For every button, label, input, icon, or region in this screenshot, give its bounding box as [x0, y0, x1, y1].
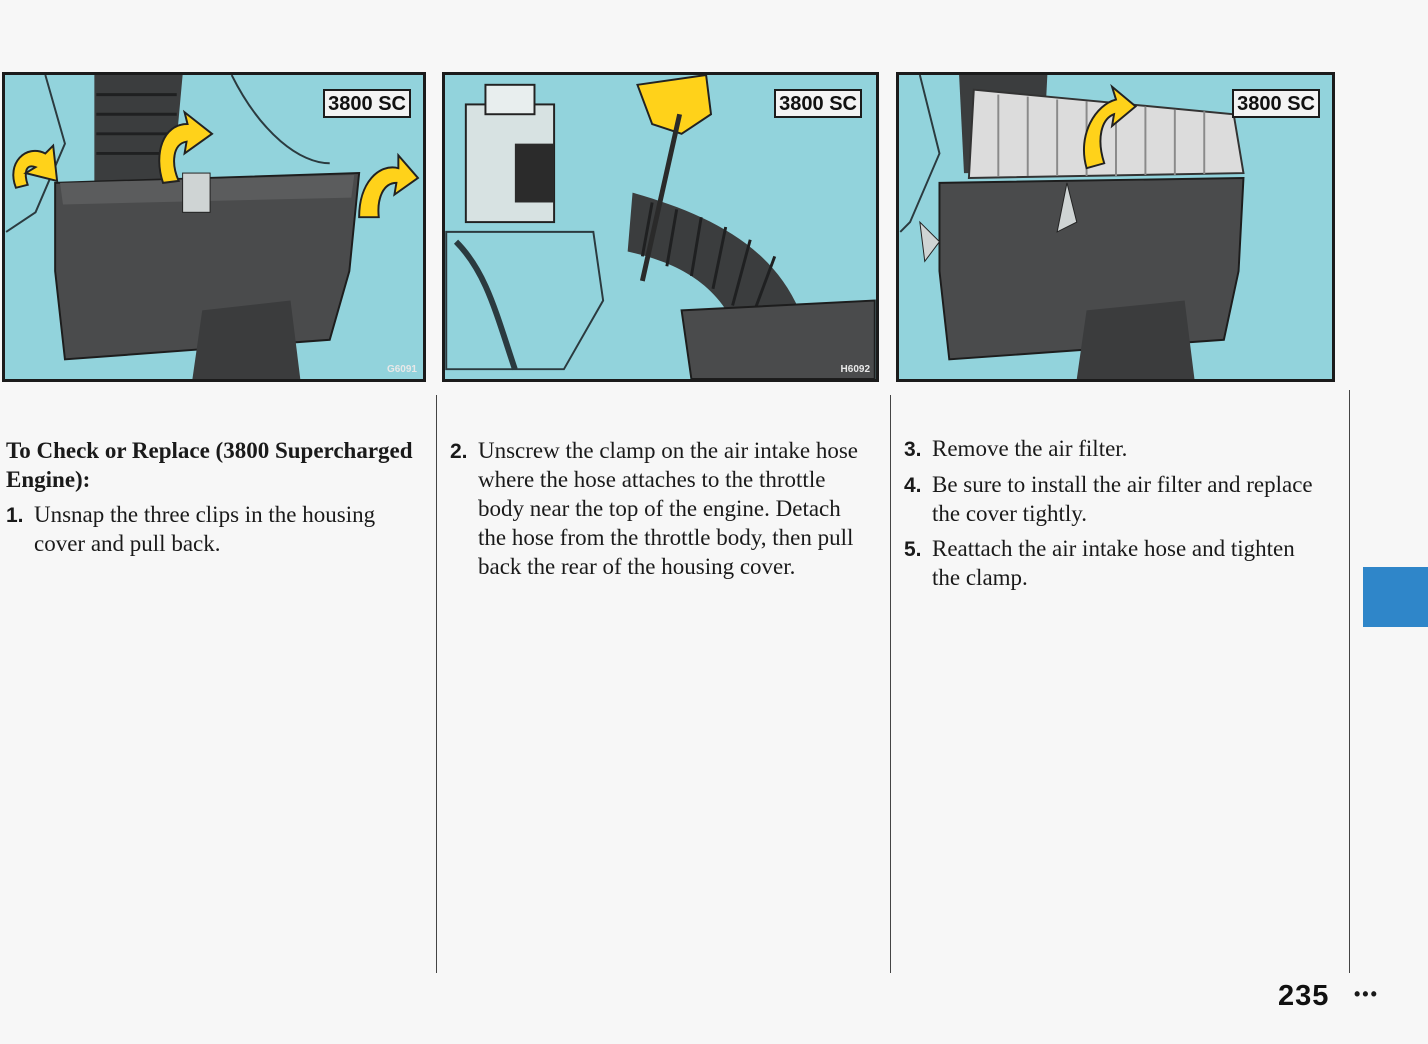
engine-badge: 3800 SC [774, 89, 862, 118]
figure-3 [896, 72, 1335, 382]
figure-code: G6091 [386, 364, 417, 375]
figure-1 [2, 72, 426, 382]
step-number: 1. [6, 504, 24, 527]
step-number: 5. [904, 538, 922, 561]
column-3 [904, 434, 1324, 598]
step-number: 4. [904, 474, 922, 497]
step-text: Unscrew the clamp on the air intake hose where the hose attaches to the throttle body near the top of the engine. Detach the hose from the throttle body, then pull back the rear of the housing cover. [478, 438, 859, 579]
section-tab [1363, 567, 1428, 627]
page-dots: ••• [1354, 984, 1379, 1004]
figure-code: H6092 [840, 364, 870, 375]
engine-badge: 3800 SC [1232, 89, 1320, 118]
step-text: Be sure to install the air filter and replace the cover tightly. [932, 472, 1313, 526]
column-divider [890, 395, 891, 973]
illustration-remove-filter [899, 75, 1332, 379]
step-number: 3. [904, 438, 922, 461]
column-2 [450, 436, 870, 587]
step-1 [6, 500, 424, 558]
illustration-unsnap-clips [5, 75, 423, 379]
step-text: Reattach the air intake hose and tighten the clamp. [932, 536, 1295, 590]
engine-badge: 3800 SC [323, 89, 411, 118]
column-divider [436, 395, 437, 973]
figure-2 [442, 72, 879, 382]
step-4 [904, 470, 1324, 528]
column-divider [1349, 390, 1350, 973]
illustration-unscrew-clamp [445, 75, 876, 379]
step-5 [904, 534, 1324, 592]
step-number: 2. [450, 440, 468, 463]
step-text: Unsnap the three clips in the housing cover and pull back. [34, 502, 376, 556]
step-text: Remove the air filter. [932, 436, 1128, 461]
step-3 [904, 434, 1324, 464]
page-number: 235 [1278, 980, 1330, 1012]
step-2 [450, 436, 870, 581]
column-1 [6, 436, 424, 564]
section-heading: To Check or Replace (3800 Supercharged Engine): [6, 438, 413, 492]
